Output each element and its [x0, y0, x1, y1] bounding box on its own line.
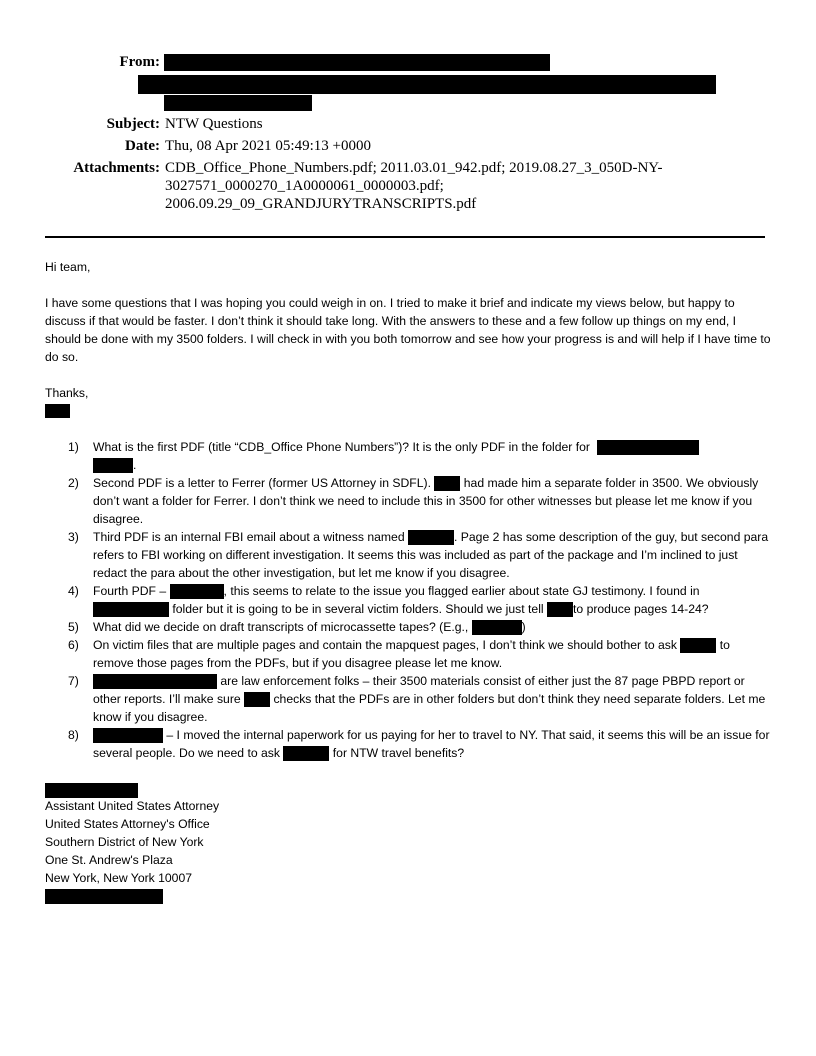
- redaction-sender-initials: [45, 404, 70, 418]
- header-divider: [45, 236, 765, 238]
- attachments-line-3: 2006.09.29_09_GRANDJURYTRANSCRIPTS.pdf: [165, 196, 477, 212]
- redaction-from-2: [138, 75, 716, 94]
- redaction: [93, 458, 133, 473]
- redaction-from-1: [164, 54, 550, 71]
- from-label: From:: [119, 54, 160, 70]
- subject-label: Subject:: [106, 116, 160, 132]
- redaction-from-3: [164, 95, 312, 111]
- date-label: Date:: [125, 138, 160, 154]
- redaction: [472, 620, 522, 635]
- redaction: [93, 674, 217, 689]
- signature-city: New York, New York 10007: [45, 871, 193, 885]
- redaction: [93, 728, 163, 743]
- list-item: 8) – I moved the internal paperwork for us paying for her to travel to NY. That said, it seems this will be an issue for several people. Do we need to ask for NTW travel benefits?: [68, 728, 770, 760]
- date-value: Thu, 08 Apr 2021 05:49:13 +0000: [165, 138, 371, 154]
- redaction: [408, 530, 454, 545]
- subject-value: NTW Questions: [165, 116, 263, 132]
- question-list: [68, 438, 772, 762]
- intro-paragraph: I have some questions that I was hoping you could weigh in on. I tried to make it brief and indicate my views below, but happy to discuss if that would be faster. I don’t think it should take long. With the answers to these and a few follow up things on my end, I should be done with my 3500 folders. I will check in with you both tomorrow and see how your progress is and will help if I have time to do so.: [45, 296, 771, 364]
- redaction: [547, 602, 573, 617]
- redaction-signature-name: [45, 783, 138, 798]
- list-item: 4) Fourth PDF – , this seems to relate to the issue you flagged earlier about state GJ testimony. I found in folder but it is going to be in several victim folders. Should we just tell to produce pages 14-24?: [68, 584, 709, 616]
- attachments-line-1: CDB_Office_Phone_Numbers.pdf; 2011.03.01_942.pdf; 2019.08.27_3_050D-NY-: [165, 160, 663, 176]
- list-item: 2) Second PDF is a letter to Ferrer (former US Attorney in SDFL). had made him a separate folder in 3500. We obviously don’t want a folder for Ferrer. I don’t think we need to include this in 3500 for other witnesses but please let me know if you disagree.: [68, 476, 759, 526]
- list-item: 5) What did we decide on draft transcripts of microcassette tapes? (E.g., ): [68, 620, 526, 634]
- list-item: 1) What is the first PDF (title “CDB_Office Phone Numbers”)? It is the only PDF in the folder for .: [68, 438, 772, 474]
- thanks: Thanks,: [45, 386, 89, 400]
- redaction: [597, 440, 699, 455]
- redaction: [283, 746, 329, 761]
- signature-district: Southern District of New York: [45, 835, 204, 849]
- signature-title: Assistant United States Attorney: [45, 799, 220, 813]
- signature-address: One St. Andrew's Plaza: [45, 853, 173, 867]
- list-item: 3) Third PDF is an internal FBI email about a witness named . Page 2 has some description of the guy, but second para refers to FBI working on different investigation. It seems this was included as part of the package and I’m inclined to just redact the para about the other investigation, but let me know if you disagree.: [68, 530, 769, 580]
- redaction: [93, 602, 169, 617]
- redaction: [244, 692, 270, 707]
- list-item: 7) are law enforcement folks – their 3500 materials consist of either just the 87 page PBPD report or other reports. I’ll make sure checks that the PDFs are in other folders but don’t think they need separate folders. Let me know if you disagree.: [68, 674, 766, 724]
- greeting: Hi team,: [45, 260, 91, 274]
- redaction: [680, 638, 716, 653]
- list-item: 6) On victim files that are multiple pages and contain the mapquest pages, I don’t think we should bother to ask to remove those pages from the PDFs, but if you disagree please let me know.: [68, 638, 730, 670]
- signature-office: United States Attorney's Office: [45, 817, 210, 831]
- attachments-label: Attachments:: [73, 160, 160, 176]
- attachments-line-2: 3027571_0000270_1A0000061_0000003.pdf;: [165, 178, 444, 194]
- redaction: [170, 584, 224, 599]
- redaction: [434, 476, 460, 491]
- redaction-signature-contact: [45, 889, 163, 904]
- signature-block: [45, 797, 219, 887]
